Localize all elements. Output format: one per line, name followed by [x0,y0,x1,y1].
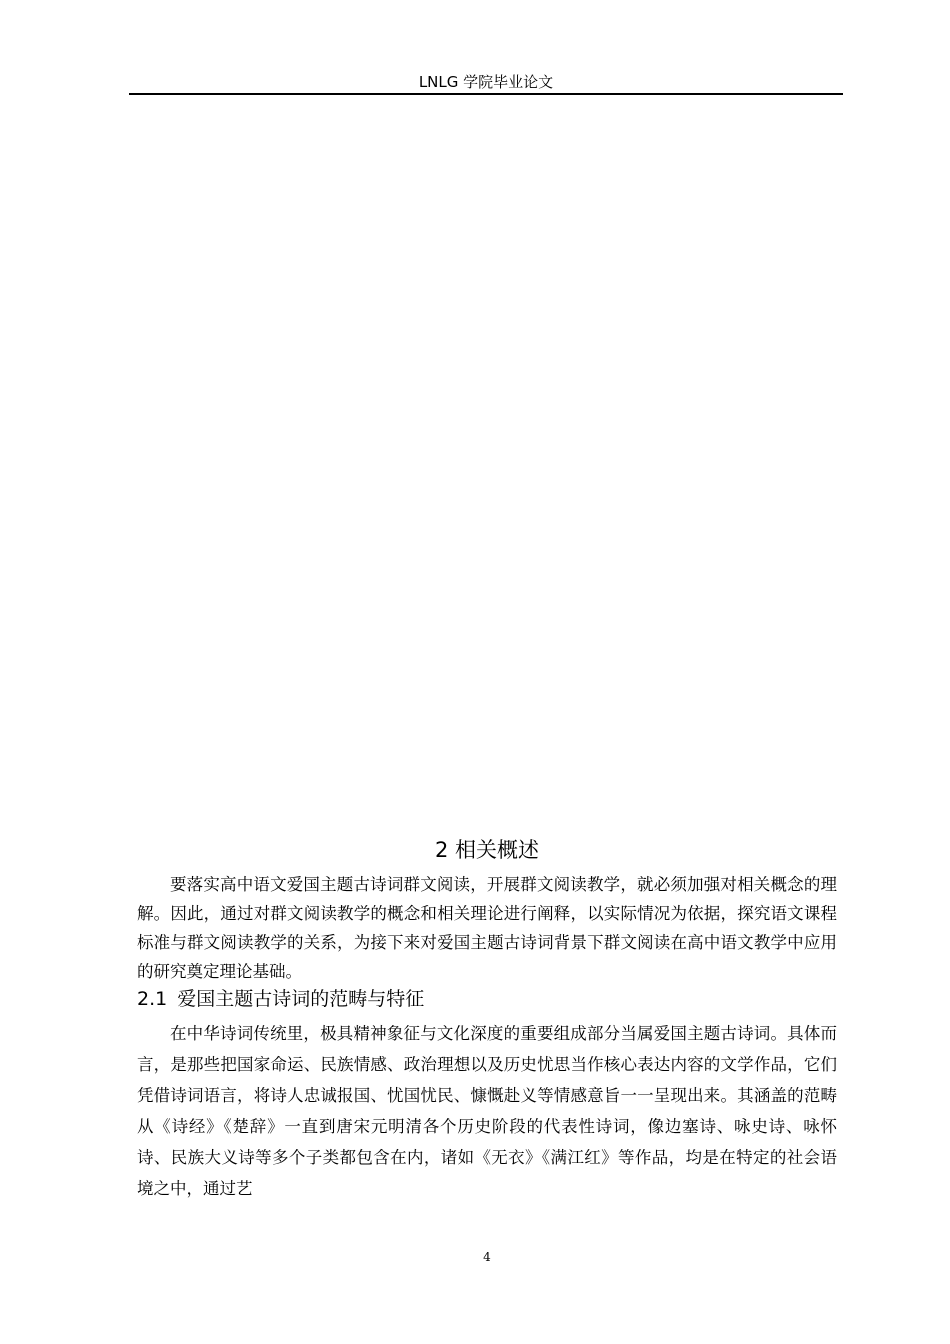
chapter-title: 2 相关概述 [434,838,540,862]
running-header: LNLG 学院毕业论文 [418,73,554,91]
section-heading [137,985,837,1013]
page-number: 4 [483,1250,491,1264]
header-rule [129,93,843,95]
section-body-paragraph: 在中华诗词传统里，极具精神象征与文化深度的重要组成部分当属爱国主题古诗词。具体而言，是那些把国家命运、民族情感、政治理想以及历史忧思当作核心表达内容的文学作品，它们凭借诗词语言，将诗人忠诚报国、忧国忧民、慷慨赴义等情感意旨一一呈现出来。其涵盖的范畴从《诗经》《楚辞》一直到唐宋元明清各个历史阶段的代表性诗词，像边塞诗、咏史诗、咏怀诗、民族大义诗等多个子类都包含在内，诸如《无衣》《满江红》等作品，均是在特定的社会语境之中，通过艺 [137,1024,837,1198]
section-number: 2.1 [137,988,168,1010]
section-title: 爱国主题古诗词的范畴与特征 [177,988,425,1010]
chapter-intro-paragraph: 要落实高中语文爱国主题古诗词群文阅读，开展群文阅读教学，就必须加强对相关概念的理解。因此，通过对群文阅读教学的概念和相关理论进行阐释，以实际情况为依据，探究语文课程标准与群文阅读教学的关系，为接下来对爱国主题古诗词背景下群文阅读在高中语文教学中应用的研究奠定理论基础。 [137,875,837,981]
